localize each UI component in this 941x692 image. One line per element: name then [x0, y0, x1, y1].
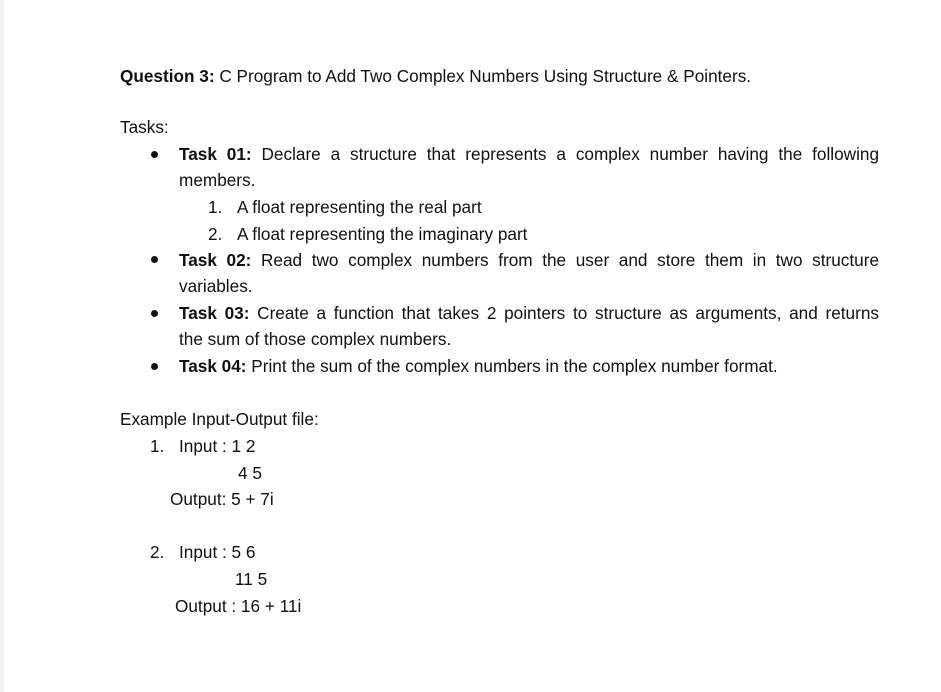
task-03-line2: the sum of those complex numbers. [179, 329, 452, 349]
question-label: Question 3: [120, 66, 215, 86]
example-1-input: Input : 1 2 [179, 436, 256, 456]
example-1-number: 1. [150, 436, 165, 456]
task-01-label: Task 01: [179, 144, 252, 164]
example-2-input: Input : 5 6 [179, 542, 256, 562]
tasks-heading: Tasks: [120, 117, 169, 137]
task-02-label: Task 02: [179, 250, 252, 270]
example-2-input-line2: 11 5 [235, 569, 268, 589]
bullet-icon [151, 363, 158, 370]
task-01-text: Declare a structure that represents a complex number having the following [261, 144, 880, 164]
example-1-output: Output: 5 + 7i [170, 489, 274, 509]
example-2-output: Output : 16 + 11i [175, 596, 302, 616]
sub-item-2-text: A float representing the imaginary part [237, 224, 528, 244]
task-01-line1 [179, 144, 879, 164]
example-1-input-line2: 4 5 [238, 463, 262, 483]
example-heading: Example Input-Output file: [120, 409, 319, 429]
task-04-text: Print the sum of the complex numbers in the complex number format. [251, 356, 778, 376]
task-04-line1 [179, 356, 778, 376]
bullet-icon [151, 310, 158, 317]
task-03-line1 [179, 303, 879, 323]
question-heading [120, 66, 751, 86]
task-04-label: Task 04: [179, 356, 247, 376]
sub-item-2-number: 2. [208, 224, 223, 244]
example-2-number: 2. [150, 542, 165, 562]
page-edge [0, 0, 4, 692]
bullet-icon [151, 256, 158, 263]
sub-item-1-text: A float representing the real part [237, 197, 482, 217]
task-03-text: Create a function that takes 2 pointers to structure as arguments, and returns [257, 303, 879, 323]
task-02-line1 [179, 250, 879, 270]
task-01-line2: members. [179, 170, 256, 190]
task-02-line2: variables. [179, 276, 253, 296]
task-03-label: Task 03: [179, 303, 250, 323]
task-02-text: Read two complex numbers from the user and store them in two structure [261, 250, 880, 270]
question-text: C Program to Add Two Complex Numbers Using Structure & Pointers. [219, 66, 752, 86]
sub-item-1-number: 1. [208, 197, 223, 217]
bullet-icon [151, 151, 158, 158]
